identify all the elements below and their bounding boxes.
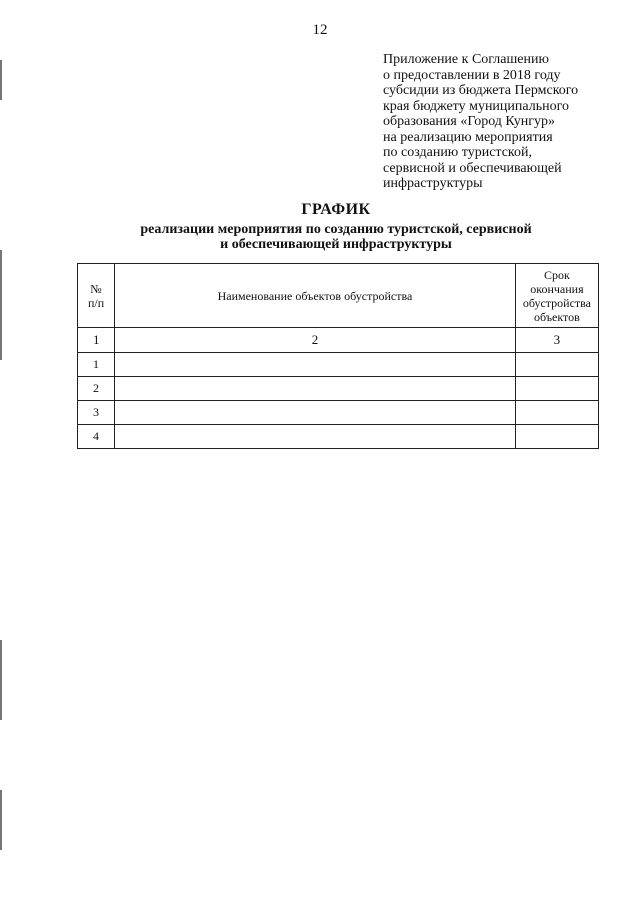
table-row: [78, 377, 599, 401]
annex-line: Приложение к Соглашению: [383, 52, 549, 67]
row-deadline-cell: [515, 425, 598, 449]
header-deadline: [515, 264, 598, 328]
row-deadline-cell: [515, 401, 598, 425]
schedule-table: [77, 263, 599, 449]
column-number-row: [78, 328, 599, 353]
column-number: 1: [78, 328, 115, 353]
annex-line: на реализацию мероприятия: [383, 129, 553, 145]
row-name-cell: [115, 377, 516, 401]
header-number: [78, 264, 115, 328]
annex-line: инфраструктуры: [383, 176, 483, 191]
document-subtitle: [0, 222, 640, 252]
row-number: 1: [78, 353, 115, 377]
column-number: 2: [115, 328, 516, 353]
row-name-cell: [115, 353, 516, 377]
table-row: [78, 353, 599, 377]
annex-line: края бюджету муниципального: [383, 98, 569, 114]
row-number: 3: [78, 401, 115, 425]
scan-edge-mark: [0, 790, 2, 850]
column-number: 3: [515, 328, 598, 353]
row-number: 2: [78, 377, 115, 401]
annex-block: [383, 52, 633, 192]
table-row: [78, 401, 599, 425]
header-number-label: № п/п: [87, 281, 105, 310]
subtitle-line-1: реализации мероприятия по созданию туристской, сервисной: [140, 222, 532, 237]
row-number: 4: [78, 425, 115, 449]
page-number: 12: [312, 22, 328, 38]
header-deadline-label: Срок окончания обустройства объектов: [522, 267, 592, 324]
annex-line: о предоставлении в 2018 году: [383, 67, 561, 83]
annex-line: образования «Город Кунгур»: [383, 114, 555, 129]
scan-edge-mark: [0, 60, 2, 100]
row-deadline-cell: [515, 353, 598, 377]
table-header-row: [78, 264, 599, 328]
subtitle-line-2: и обеспечивающей инфраструктуры: [220, 237, 452, 252]
annex-line: субсидии из бюджета Пермского: [383, 83, 579, 98]
row-name-cell: [115, 401, 516, 425]
scan-edge-mark: [0, 640, 2, 720]
document-title: ГРАФИК: [301, 201, 371, 218]
annex-line: по созданию туристской,: [383, 145, 532, 160]
header-name: Наименование объектов обустройства: [115, 264, 516, 328]
table-row: [78, 425, 599, 449]
scan-edge-mark: [0, 250, 2, 360]
row-name-cell: [115, 425, 516, 449]
row-deadline-cell: [515, 377, 598, 401]
annex-line: сервисной и обеспечивающей: [383, 160, 562, 176]
